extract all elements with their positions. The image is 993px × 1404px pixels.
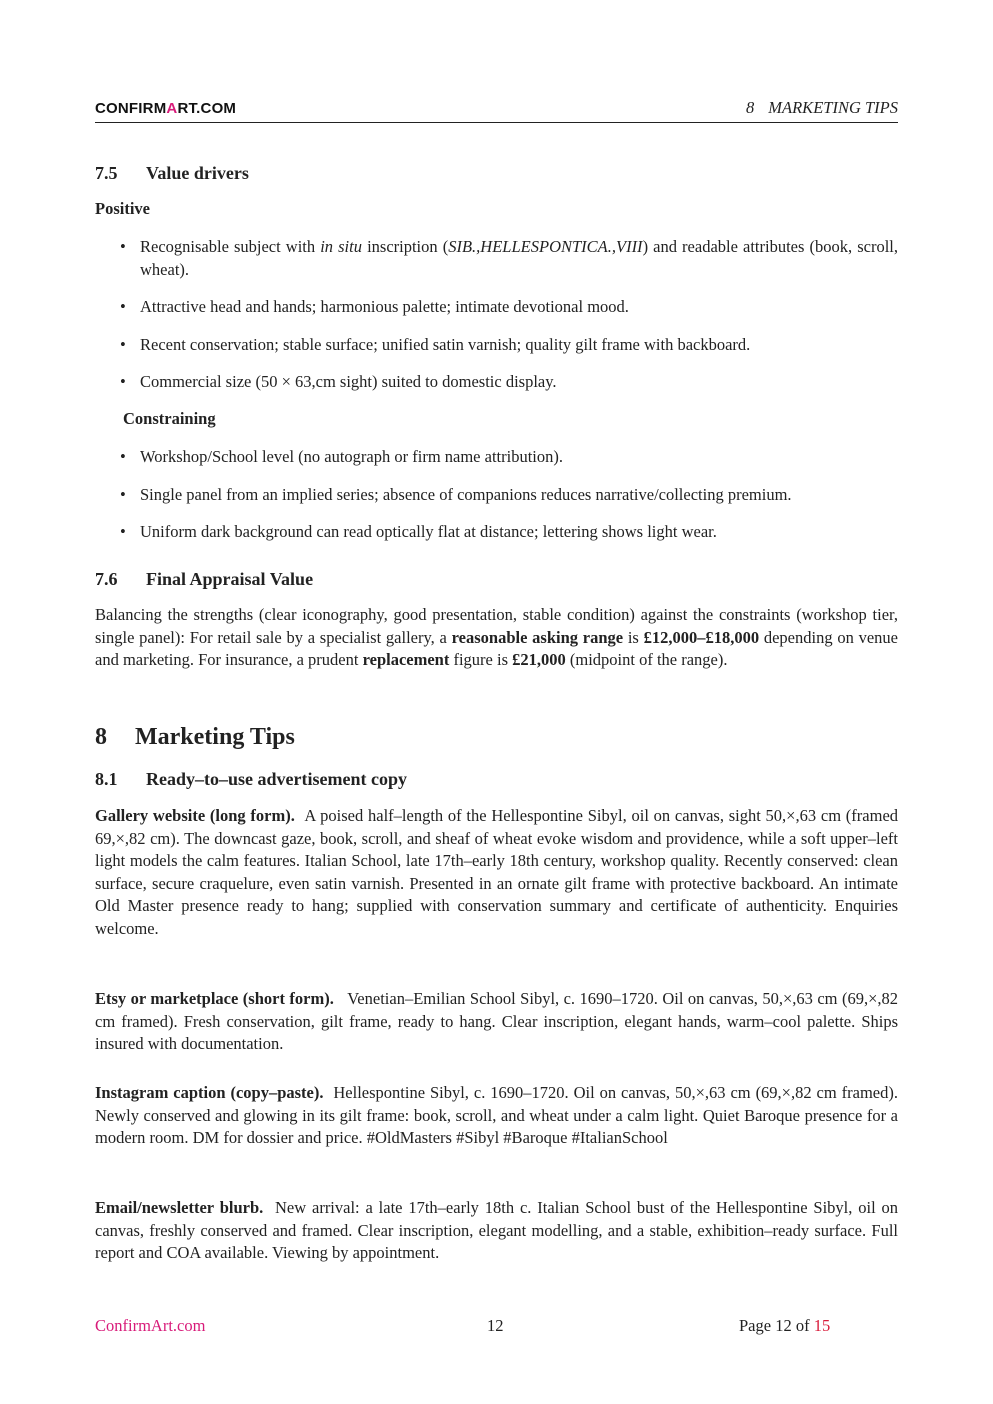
constraining-heading: Constraining [123, 409, 216, 428]
list-item: • Uniform dark background can read optically flat at distance; lettering shows light wear. [95, 521, 898, 544]
positive-heading: Positive [95, 199, 150, 218]
footer-page-number: 12 [487, 1316, 504, 1335]
header-section-title: 8 MARKETING TIPS [746, 98, 898, 117]
confirmart-logo: CONFIRMART.COM [95, 100, 237, 117]
positive-list [95, 236, 898, 394]
constraining-list [95, 446, 898, 544]
footer-site-link[interactable]: ConfirmArt.com [95, 1316, 206, 1335]
total-pages-link[interactable]: 15 [813, 1316, 831, 1335]
instagram-copy: Instagram caption (copy–paste). Hellespontine Sibyl, c. 1690–1720. Oil on canvas, 50,×,63 cm (69,×,82 cm framed). Newly conserved and glowing in its gilt frame: book, scroll, and wheat under a calm light. Quiet Baroque presence for a modern room. DM for dossier and price. #OldMasters #Sibyl #Baroque #ItalianSchool [95, 1083, 898, 1147]
running-header [95, 98, 898, 123]
section-8-1-heading: 8.1 Ready–to–use advertisement copy [95, 769, 407, 789]
footer-page-count: Page 12 of 15 [739, 1316, 831, 1335]
section-7-5-heading: 7.5 Value drivers [95, 163, 249, 183]
list-item: • Recognisable subject with in situ inscription (SIB.,HELLESPONTICA.,VIII) and readable attributes (book, scroll, wheat). [95, 236, 898, 281]
section-7-6-heading: 7.6 Final Appraisal Value [95, 569, 314, 589]
gallery-website-copy: Gallery website (long form). A poised half–length of the Hellespontine Sibyl, oil on canvas, sight 50,×,63 cm (framed 69,×,82 cm). The downcast gaze, book, scroll, and sheaf of wheat evoke wisdom and providence, while a soft upper–left light models the calm features. Italian School, late 17th–early 18th century, workshop quality. Recently conserved: clean surface, secure craquelure, even satin varnish. Presented in an ornate gilt frame with protective backboard. An intimate Old Master presence ready to hang; supplied with conservation summary and certificate of authenticity. Enquiries welcome. [95, 806, 899, 938]
list-item: • Single panel from an implied series; absence of companions reduces narrative/collecting premium. [95, 484, 898, 507]
list-item: • Recent conservation; stable surface; unified satin varnish; quality gilt frame with backboard. [95, 334, 898, 357]
list-item: • Commercial size (50 × 63,cm sight) suited to domestic display. [95, 371, 898, 394]
etsy-copy: Etsy or marketplace (short form). Venetian–Emilian School Sibyl, c. 1690–1720. Oil on canvas, 50,×,63 cm (69,×,82 cm framed). Fresh conservation, gilt frame, ready to hang. Clear inscription, elegant hands, warm–cool palette. Ships insured with documentation. [95, 989, 898, 1053]
section-8-heading: 8 Marketing Tips [95, 724, 295, 750]
list-item: • Workshop/School level (no autograph or firm name attribution). [95, 446, 898, 469]
appraisal-paragraph: Balancing the strengths (clear iconography, good presentation, stable condition) against the constraints (workshop tier, single panel): For retail sale by a specialist gallery, a reasonable asking range is £12,000–£18,000 depending on venue and marketing. For insurance, a prudent replacement figure is £21,000 (midpoint of the range). [95, 605, 898, 669]
list-item: • Attractive head and hands; harmonious palette; intimate devotional mood. [95, 296, 898, 319]
email-copy: Email/newsletter blurb. New arrival: a late 17th–early 18th c. Italian School bust of the Hellespontine Sibyl, oil on canvas, freshly conserved and framed. Clear inscription, elegant modelling, and a stable, exhibition–ready surface. Full report and COA available. Viewing by appointment. [95, 1198, 899, 1262]
